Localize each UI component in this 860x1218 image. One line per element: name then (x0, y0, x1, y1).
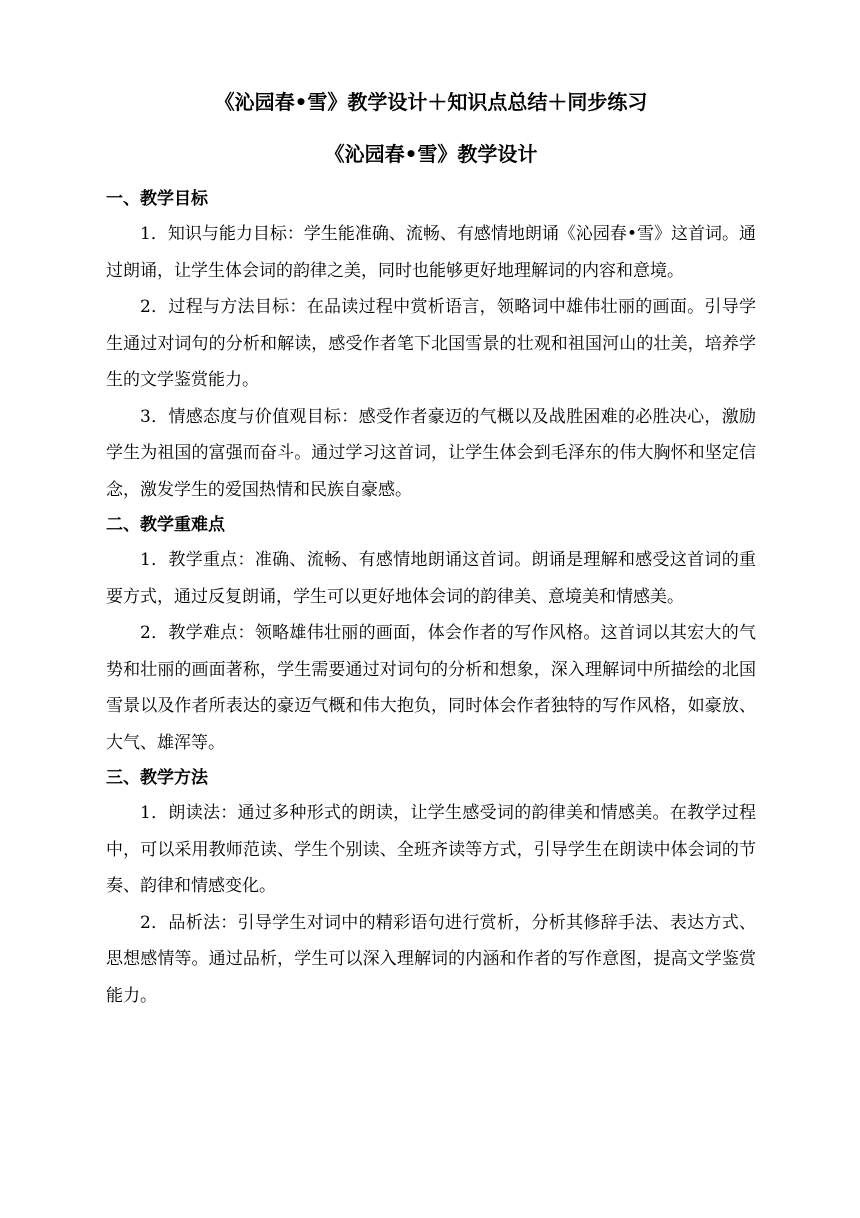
paragraph: 1．知识与能力目标：学生能准确、流畅、有感情地朗诵《沁园春•雪》这首词。通过朗诵，让学生体会词的韵律之美，同时也能够更好地理解词的内容和意境。 (106, 224, 756, 281)
paragraph: 1．教学重点：准确、流畅、有感情地朗诵这首词。朗诵是理解和感受这首词的重要方式，通过反复朗诵，学生可以更好地体会词的韵律美、意境美和情感美。 (106, 550, 756, 607)
document-page (106, 84, 756, 1014)
paragraph: 2．品析法：引导学生对词中的精彩语句进行赏析，分析其修辞手法、表达方式、思想感情等。通过品析，学生可以深入理解词的内涵和作者的写作意图，提高文学鉴赏能力。 (106, 912, 756, 1006)
section-heading: 三、教学方法 (106, 768, 208, 788)
section-key-difficulties (106, 508, 756, 761)
paragraph: 2．过程与方法目标：在品读过程中赏析语言，领略词中雄伟壮丽的画面。引导学生通过对词句的分析和解读，感受作者笔下北国雪景的壮观和祖国河山的壮美，培养学生的文学鉴赏能力。 (106, 297, 756, 390)
paragraph: 3．情感态度与价值观目标：感受作者豪迈的气概以及战胜困难的必胜决心，激励学生为祖国的富强而奋斗。通过学习这首词，让学生体会到毛泽东的伟大胸怀和坚定信念，激发学生的爱国热情和民族自豪感。 (106, 406, 756, 500)
section-heading: 一、教学目标 (106, 189, 208, 209)
paragraph: 2．教学难点：领略雄伟壮丽的画面，体会作者的写作风格。这首词以其宏大的气势和壮丽的画面著称，学生需要通过对词句的分析和想象，深入理解词中所描绘的北国雪景以及作者所表达的豪迈气概和伟大抱负，同时体会作者独特的写作风格，如豪放、大气、雄浑等。 (106, 623, 756, 753)
section-heading: 二、教学重难点 (106, 515, 225, 535)
section-teaching-objectives (106, 182, 756, 508)
document-sub-title: 《沁园春•雪》教学设计 (324, 142, 538, 166)
paragraph: 1．朗读法：通过多种形式的朗读，让学生感受词的韵律美和情感美。在教学过程中，可以采用教师范读、学生个别读、全班齐读等方式，引导学生在朗读中体会词的节奏、韵律和情感变化。 (106, 803, 756, 896)
document-main-title: 《沁园春•雪》教学设计＋知识点总结＋同步练习 (214, 90, 648, 114)
section-teaching-methods (106, 761, 756, 1014)
